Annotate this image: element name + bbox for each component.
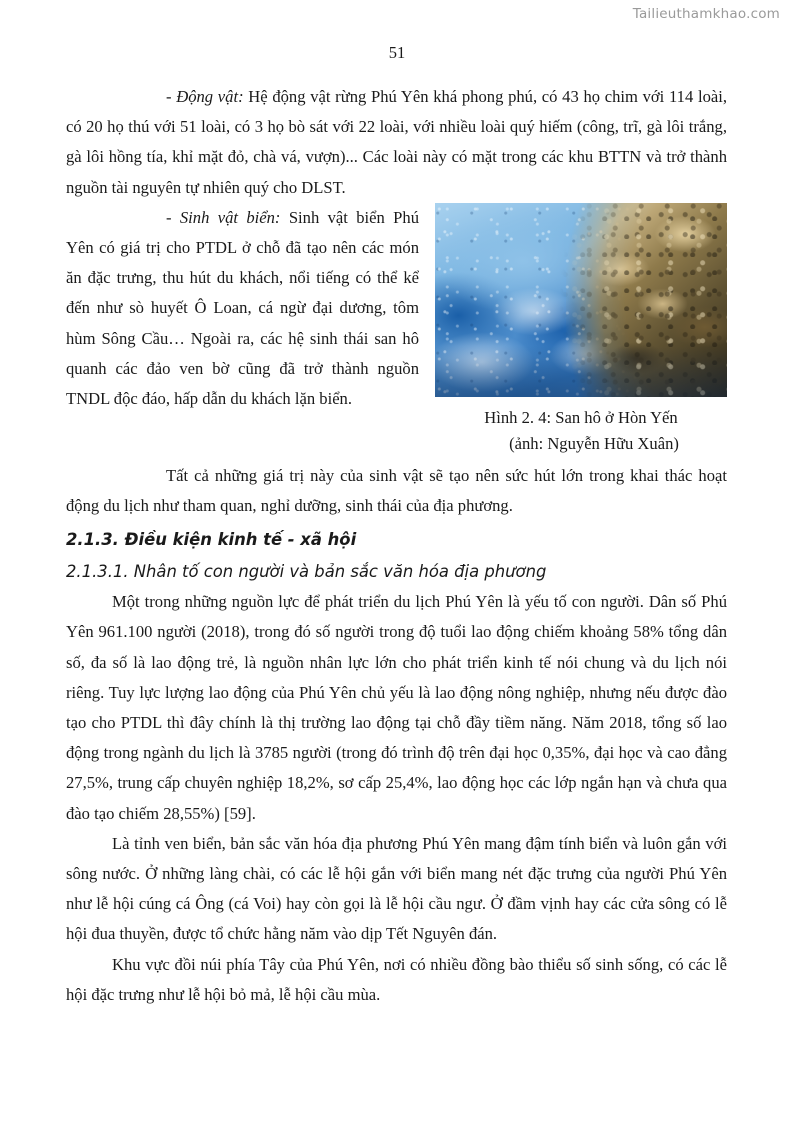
watermark-text: Tailieuthamkhao.com — [632, 6, 780, 22]
paragraph-fauna — [66, 82, 727, 203]
page-number: 51 — [388, 43, 406, 62]
coral-reef-photo — [435, 203, 727, 397]
paragraph-highland-culture: Khu vực đồi núi phía Tây của Phú Yên, nơi có nhiều đồng bào thiểu số sinh sống, có các lễ hội đặc trưng như lễ hội bỏ mả, lễ hội cầu mùa. — [66, 954, 727, 1004]
paragraph-coastal-culture: Là tỉnh ven biển, bản sắc văn hóa địa phương Phú Yên mang đậm tính biển và luôn gắn với sông nước. Ở những làng chài, có các lễ hội gắn với biển mang nét đặc trưng của người Phú Yên như lễ hội cúng cá Ông (cá Voi) hay còn gọi là lễ hội cầu ngư. Ở đầm vịnh hay các cửa sông có lễ hội đua thuyền, được tổ chức hằng năm vào dịp Tết Nguyên đán. — [66, 833, 727, 944]
fauna-label: - Động vật: — [166, 87, 244, 106]
heading-section-2-1-3: 2.1.3. Điều kiện kinh tế - xã hội — [66, 530, 357, 550]
reef-depth-shadow — [435, 346, 727, 396]
marine-label: - Sinh vật biển: — [166, 207, 281, 227]
page-content — [66, 82, 727, 1010]
marine-body: Sinh vật biển Phú Yên có giá trị cho PTDL ở chỗ đã tạo nên các món ăn đặc trưng, thu hút du khách, nổi tiếng có thể kể đến như sò huyết Ô Loan, cá ngừ đại dương, tôm hùm Sông Cầu… Ngoài ra, các hệ sinh thái san hô quanh các đảo ven bờ cũng đã trở thành nguồn TNDL độc đáo, hấp dẫn du khách lặn biển. — [66, 207, 419, 409]
figure-caption-title: Hình 2. 4: San hô ở Hòn Yến — [484, 407, 678, 427]
fauna-body: Hệ động vật rừng Phú Yên khá phong phú, có 43 họ chim với 114 loài, có 20 họ thú với 51 loài, có 3 họ bò sát với 22 loài, với nhiều loài quý hiếm (công, trĩ, gà lôi trắng, gà lôi hồng tía, khỉ mặt đỏ, chà vá, vượn)... Các loài này có mặt trong các khu BTTN và trở thành nguồn tài nguyên tự nhiên quý cho DLST. — [66, 87, 727, 197]
heading-subsection-2-1-3-1: 2.1.3.1. Nhân tố con người và bản sắc văn hóa địa phương — [66, 562, 547, 582]
figure-caption-credit: (ảnh: Nguyễn Hữu Xuân) — [509, 433, 679, 453]
figure-caption — [435, 405, 727, 457]
paragraph-summary: Tất cả những giá trị này của sinh vật sẽ tạo nên sức hút lớn trong khai thác hoạt động du lịch như tham quan, nghỉ dưỡng, sinh thái của địa phương. — [66, 465, 727, 516]
figure-block — [435, 203, 727, 457]
paragraph-human-resources: Một trong những nguồn lực để phát triển du lịch Phú Yên là yếu tố con người. Dân số Phú Yên 961.100 người (2018), trong đó số người trong độ tuổi lao động chiếm khoảng 58% tổng dân số, đa số là lao động trẻ, là nguồn nhân lực lớn cho phát triển kinh tế nói chung và du lịch nói riêng. Tuy lực lượng lao động của Phú Yên chủ yếu là lao động nông nghiệp, nhưng nếu được đào tạo cho PTDL thì đây chính là thị trường lao động tại chỗ đầy tiềm năng. Năm 2018, tổng số lao động trong ngành du lịch là 3785 người (trong đó trình độ trên đại học 0,35%, đại học và cao đẳng 27,5%, trung cấp chuyên nghiệp 18,2%, sơ cấp 25,4%, lao động học các lớp ngắn hạn và chưa qua đào tạo chiếm 28,55%) [59]. — [66, 592, 727, 823]
